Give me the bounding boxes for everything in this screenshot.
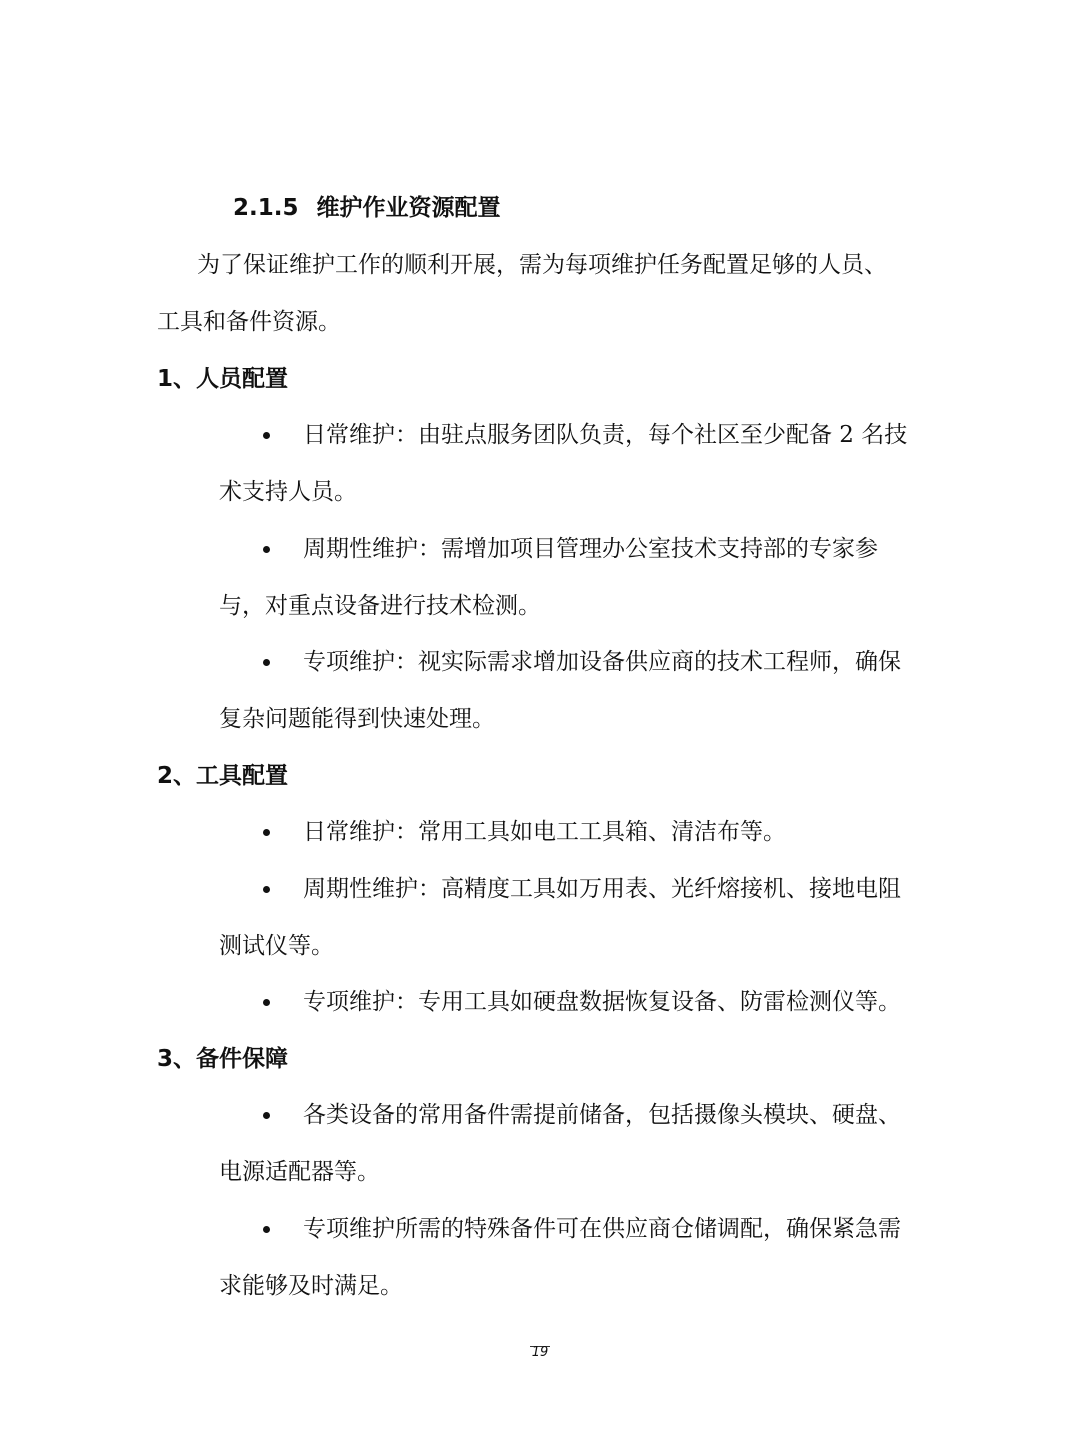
- bullet-icon: [263, 886, 270, 893]
- section-heading: [233, 188, 501, 228]
- group-heading-staffing: 1、人员配置: [157, 366, 289, 392]
- list-item: 周期性维护：高精度工具如万用表、光纤熔接机、接地电阻 测试仪等。: [219, 876, 901, 959]
- list-item: 周期性维护：需增加项目管理办公室技术支持部的专家参 与，对重点设备进行技术检测。: [219, 536, 878, 619]
- intro-line-2: 工具和备件资源。: [157, 309, 341, 335]
- page-number: 19: [531, 1345, 549, 1360]
- bullet-icon: [263, 829, 270, 836]
- list-item: 各类设备的常用备件需提前储备，包括摄像头模块、硬盘、 电源适配器等。: [219, 1102, 901, 1185]
- group-heading-tools: 2、工具配置: [157, 763, 289, 789]
- bullet-icon: [263, 659, 270, 666]
- bullet-icon: [263, 1226, 270, 1233]
- list-item: 专项维护：专用工具如硬盘数据恢复设备、防雷检测仪等。: [219, 974, 927, 1031]
- bullet-icon: [263, 999, 270, 1006]
- bullet-icon: [263, 432, 270, 439]
- list-item: 专项维护所需的特殊备件可在供应商仓储调配，确保紧急需 求能够及时满足。: [219, 1216, 901, 1299]
- intro-line-1: 为了保证维护工作的顺利开展，需为每项维护任务配置足够的人员、: [197, 252, 887, 278]
- section-number: 2.1.5: [233, 195, 299, 221]
- intro-paragraph: [157, 237, 927, 351]
- list-item: 日常维护：由驻点服务团队负责，每个社区至少配备 2 名技 术支持人员。: [219, 422, 908, 505]
- bullet-icon: [263, 1112, 270, 1119]
- list-item: 日常维护：常用工具如电工工具箱、清洁布等。: [219, 804, 927, 861]
- section-title: 维护作业资源配置: [316, 195, 501, 221]
- group-heading-spare-parts: 3、备件保障: [157, 1046, 289, 1072]
- list-item: 专项维护：视实际需求增加设备供应商的技术工程师，确保 复杂问题能得到快速处理。: [219, 649, 901, 732]
- bullet-icon: [263, 546, 270, 553]
